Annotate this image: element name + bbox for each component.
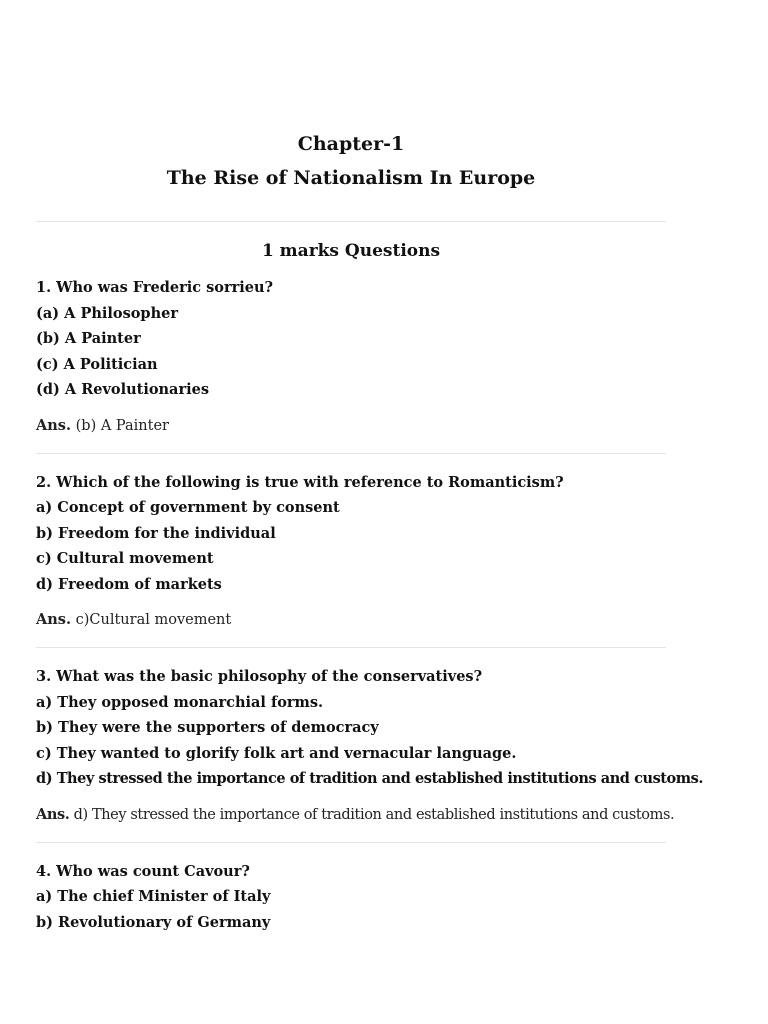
option-b: b) Revolutionary of Germany [36, 913, 271, 931]
answer-text: d) They stressed the importance of tradition and established institutions and customs. [73, 806, 675, 823]
question-text: 3. What was the basic philosophy of the conservatives? [36, 668, 483, 685]
option-a: a) They opposed monarchial forms. [36, 693, 324, 711]
option-a: (a) A Philosopher [36, 304, 178, 322]
divider [36, 453, 666, 454]
answer-label: Ans. [36, 416, 72, 434]
option-c: c) Cultural movement [36, 550, 214, 567]
option-b: b) They were the supporters of democracy [36, 719, 379, 736]
option-b: b) Freedom for the individual [36, 524, 276, 542]
question-text: 2. Which of the following is true with reference to Romanticism? [36, 473, 564, 491]
answer-text: (b) A Painter [75, 417, 169, 434]
answer-text: c)Cultural movement [75, 612, 232, 628]
answer [36, 609, 666, 631]
answer-label: Ans. [36, 805, 70, 823]
option-d: d) They stressed the importance of tradition and established institutions and customs. [36, 770, 703, 787]
divider [36, 647, 666, 648]
answer-label: Ans. [36, 611, 72, 628]
question-4 [36, 859, 666, 936]
option-c: c) They wanted to glorify folk art and vernacular language. [36, 744, 517, 762]
section-title: 1 marks Questions [261, 241, 441, 261]
question-text: 1. Who was Frederic sorrieu? [36, 279, 273, 296]
document-header [36, 0, 666, 191]
option-a: a) The chief Minister of Italy [36, 888, 271, 905]
answer [36, 415, 666, 437]
option-d: d) Freedom of markets [36, 575, 222, 593]
option-a: a) Concept of government by consent [36, 499, 340, 516]
question-2 [36, 470, 666, 632]
divider [36, 221, 666, 222]
option-b: (b) A Painter [36, 330, 141, 347]
divider [36, 842, 666, 843]
chapter-heading: Chapter-1 [297, 133, 405, 155]
option-c: (c) A Politician [36, 355, 158, 373]
document-page [36, 0, 703, 935]
question-3 [36, 664, 703, 826]
question-text: 4. Who was count Cavour? [36, 862, 250, 880]
option-d: (d) A Revolutionaries [36, 381, 209, 398]
answer [36, 804, 675, 826]
chapter-title: The Rise of Nationalism In Europe [166, 167, 536, 189]
question-1 [36, 275, 666, 437]
